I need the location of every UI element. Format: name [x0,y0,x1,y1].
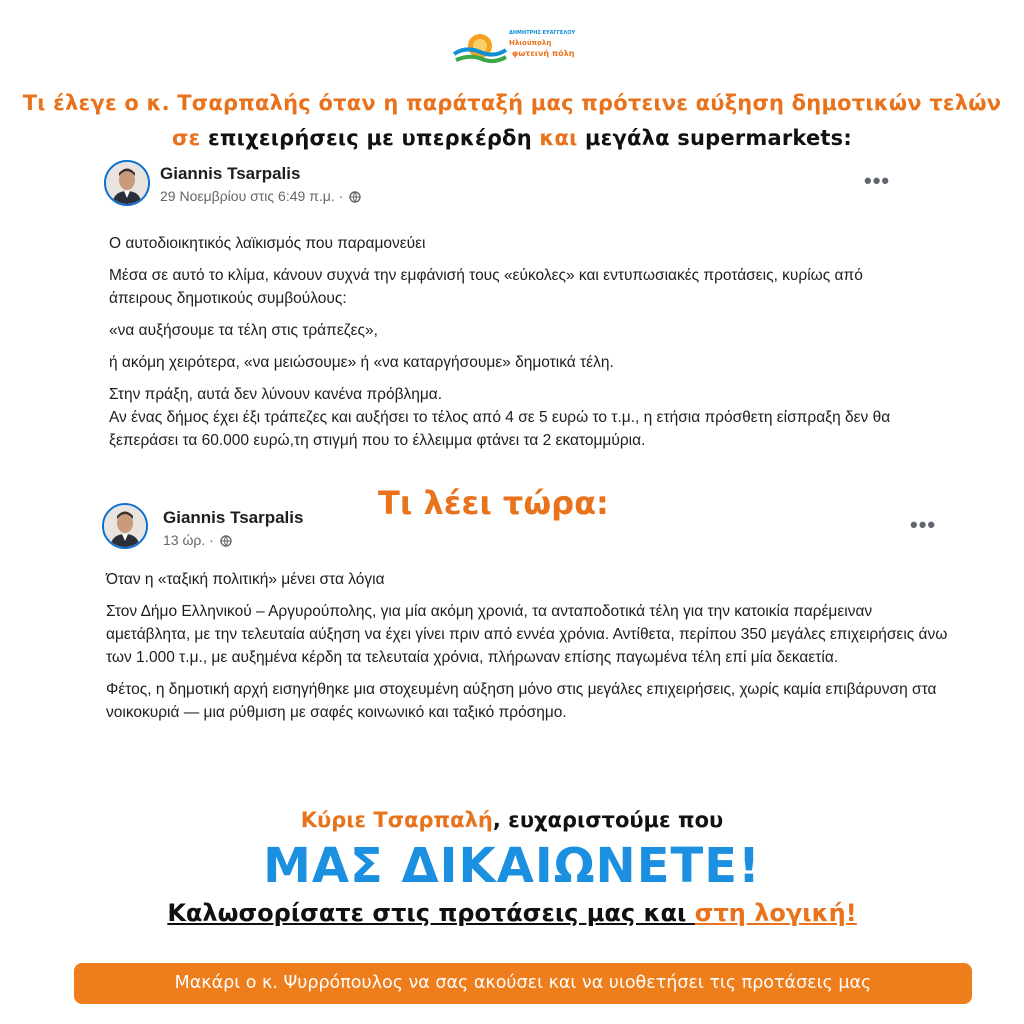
headline-part4: μεγάλα supermarkets: [585,126,852,150]
campaign-logo [452,30,576,72]
post2-avatar[interactable] [102,503,148,549]
globe-icon [349,191,361,203]
post1-body [109,232,909,461]
welcome-line [0,899,1024,927]
headline [20,86,1004,156]
post2-author[interactable]: Giannis Tsarpalis [163,508,304,527]
person-avatar-icon [106,162,148,204]
welcome-part1: Καλωσορίσατε στις προτάσεις μας και [167,899,695,927]
post1-date[interactable]: 29 Νοεμβρίου στις 6:49 π.μ. · [160,188,344,204]
sun-waves-logo-icon [452,32,508,66]
post1-meta [160,188,361,204]
post2-paragraph: Φέτος, η δημοτική αρχή εισηγήθηκε μια στοχευμένη αύξηση μόνο στις μεγάλες επιχειρήσεις, χωρίς καμία επιβάρυνση στα νοικοκυριά — μια ρύθμιση με σαφές κοινωνικό και ταξικό πρόσημο. [106,681,937,721]
post1-paragraph: «να αυξήσουμε τα τέλη στις τράπεζες», [109,322,378,339]
post1-more-dots-icon[interactable]: ••• [864,168,891,193]
post1-paragraph: Μέσα σε αυτό το κλίμα, κάνουν συχνά την εμφάνισή τους «εύκολες» και εντυπωσιακές προτάσεις, κυρίως από άπειρους δημοτικούς συμβούλους: [109,267,863,307]
welcome-part2: στη λογική! [694,899,857,927]
headline-part3: και [531,126,585,150]
thanks-line [0,808,1024,832]
bottom-banner: Μακάρι ο κ. Ψυρρόπουλος να σας ακούσει και να υιοθετήσει τις προτάσεις μας [74,963,972,1004]
big-slogan: ΜΑΣ ΔΙΚΑΙΩΝΕΤΕ! [263,838,761,894]
thanks-name: Κύριε Τσαρπαλή [300,808,493,832]
post1-paragraph: ή ακόμη χειρότερα, «να μειώσουμε» ή «να καταργήσουμε» δημοτικά τέλη. [109,354,614,371]
logo-city: Ηλιούπολη [509,39,552,47]
globe-icon [220,535,232,547]
logo-name: ΔΗΜΗΤΡΗΣ ΕΥΑΓΓΕΛΟΥ [509,30,576,36]
post2-more-dots-icon[interactable]: ••• [910,512,937,537]
post2-body [106,568,952,733]
logo-slogan: φωτεινή πόλη [512,49,575,58]
post1-paragraph: Στην πράξη, αυτά δεν λύνουν κανένα πρόβλημα. [109,386,443,403]
post2-paragraph: Στον Δήμο Ελληνικού – Αργυρούπολης, για μία ακόμη χρονιά, τα ανταποδοτικά τέλη για την κατοικία παρέμειναν αμετάβλητα, με την τελευταία αύξηση να έχει γίνει πριν από εννέα χρόνια. Αντίθετα, περίπου 350 μεγάλες επιχειρήσεις άνω των 1.000 τ.μ., με αυξημένα κέρδη τα τελευταία χρόνια, πλήρωναν επίσης παγωμένα τέλη επί μία δεκαετία. [106,603,948,666]
headline-part2: επιχειρήσεις με υπερκέρδη [207,126,532,150]
post2-paragraph: Όταν η «ταξική πολιτική» μένει στα λόγια [106,571,385,588]
post2-meta [163,532,232,548]
now-title: Τι λέει τώρα: [378,484,609,522]
headline-part1: Τι έλεγε ο κ. Τσαρπαλής όταν η παράταξή μας πρότεινε αύξηση δημοτικών τελών σε [22,91,1002,150]
post2-date[interactable]: 13 ώρ. · [163,532,214,548]
post1-paragraph: Ο αυτοδιοικητικός λαϊκισμός που παραμονεύει [109,235,426,252]
post1-paragraph: Αν ένας δήμος έχει έξι τράπεζες και αυξήσει το τέλος από 4 σε 5 ευρώ το τ.μ., η ετήσια πρόσθετη είσπραξη δεν θα ξεπεράσει τα 60.000 ευρώ,τη στιγμή που το έλλειμμα φτάνει τα 2 εκατομμύρια. [109,409,891,449]
post1-avatar[interactable] [104,160,150,206]
person-avatar-icon [104,505,146,547]
thanks-rest: , ευχαριστούμε που [492,808,724,832]
post1-author[interactable]: Giannis Tsarpalis [160,164,301,183]
